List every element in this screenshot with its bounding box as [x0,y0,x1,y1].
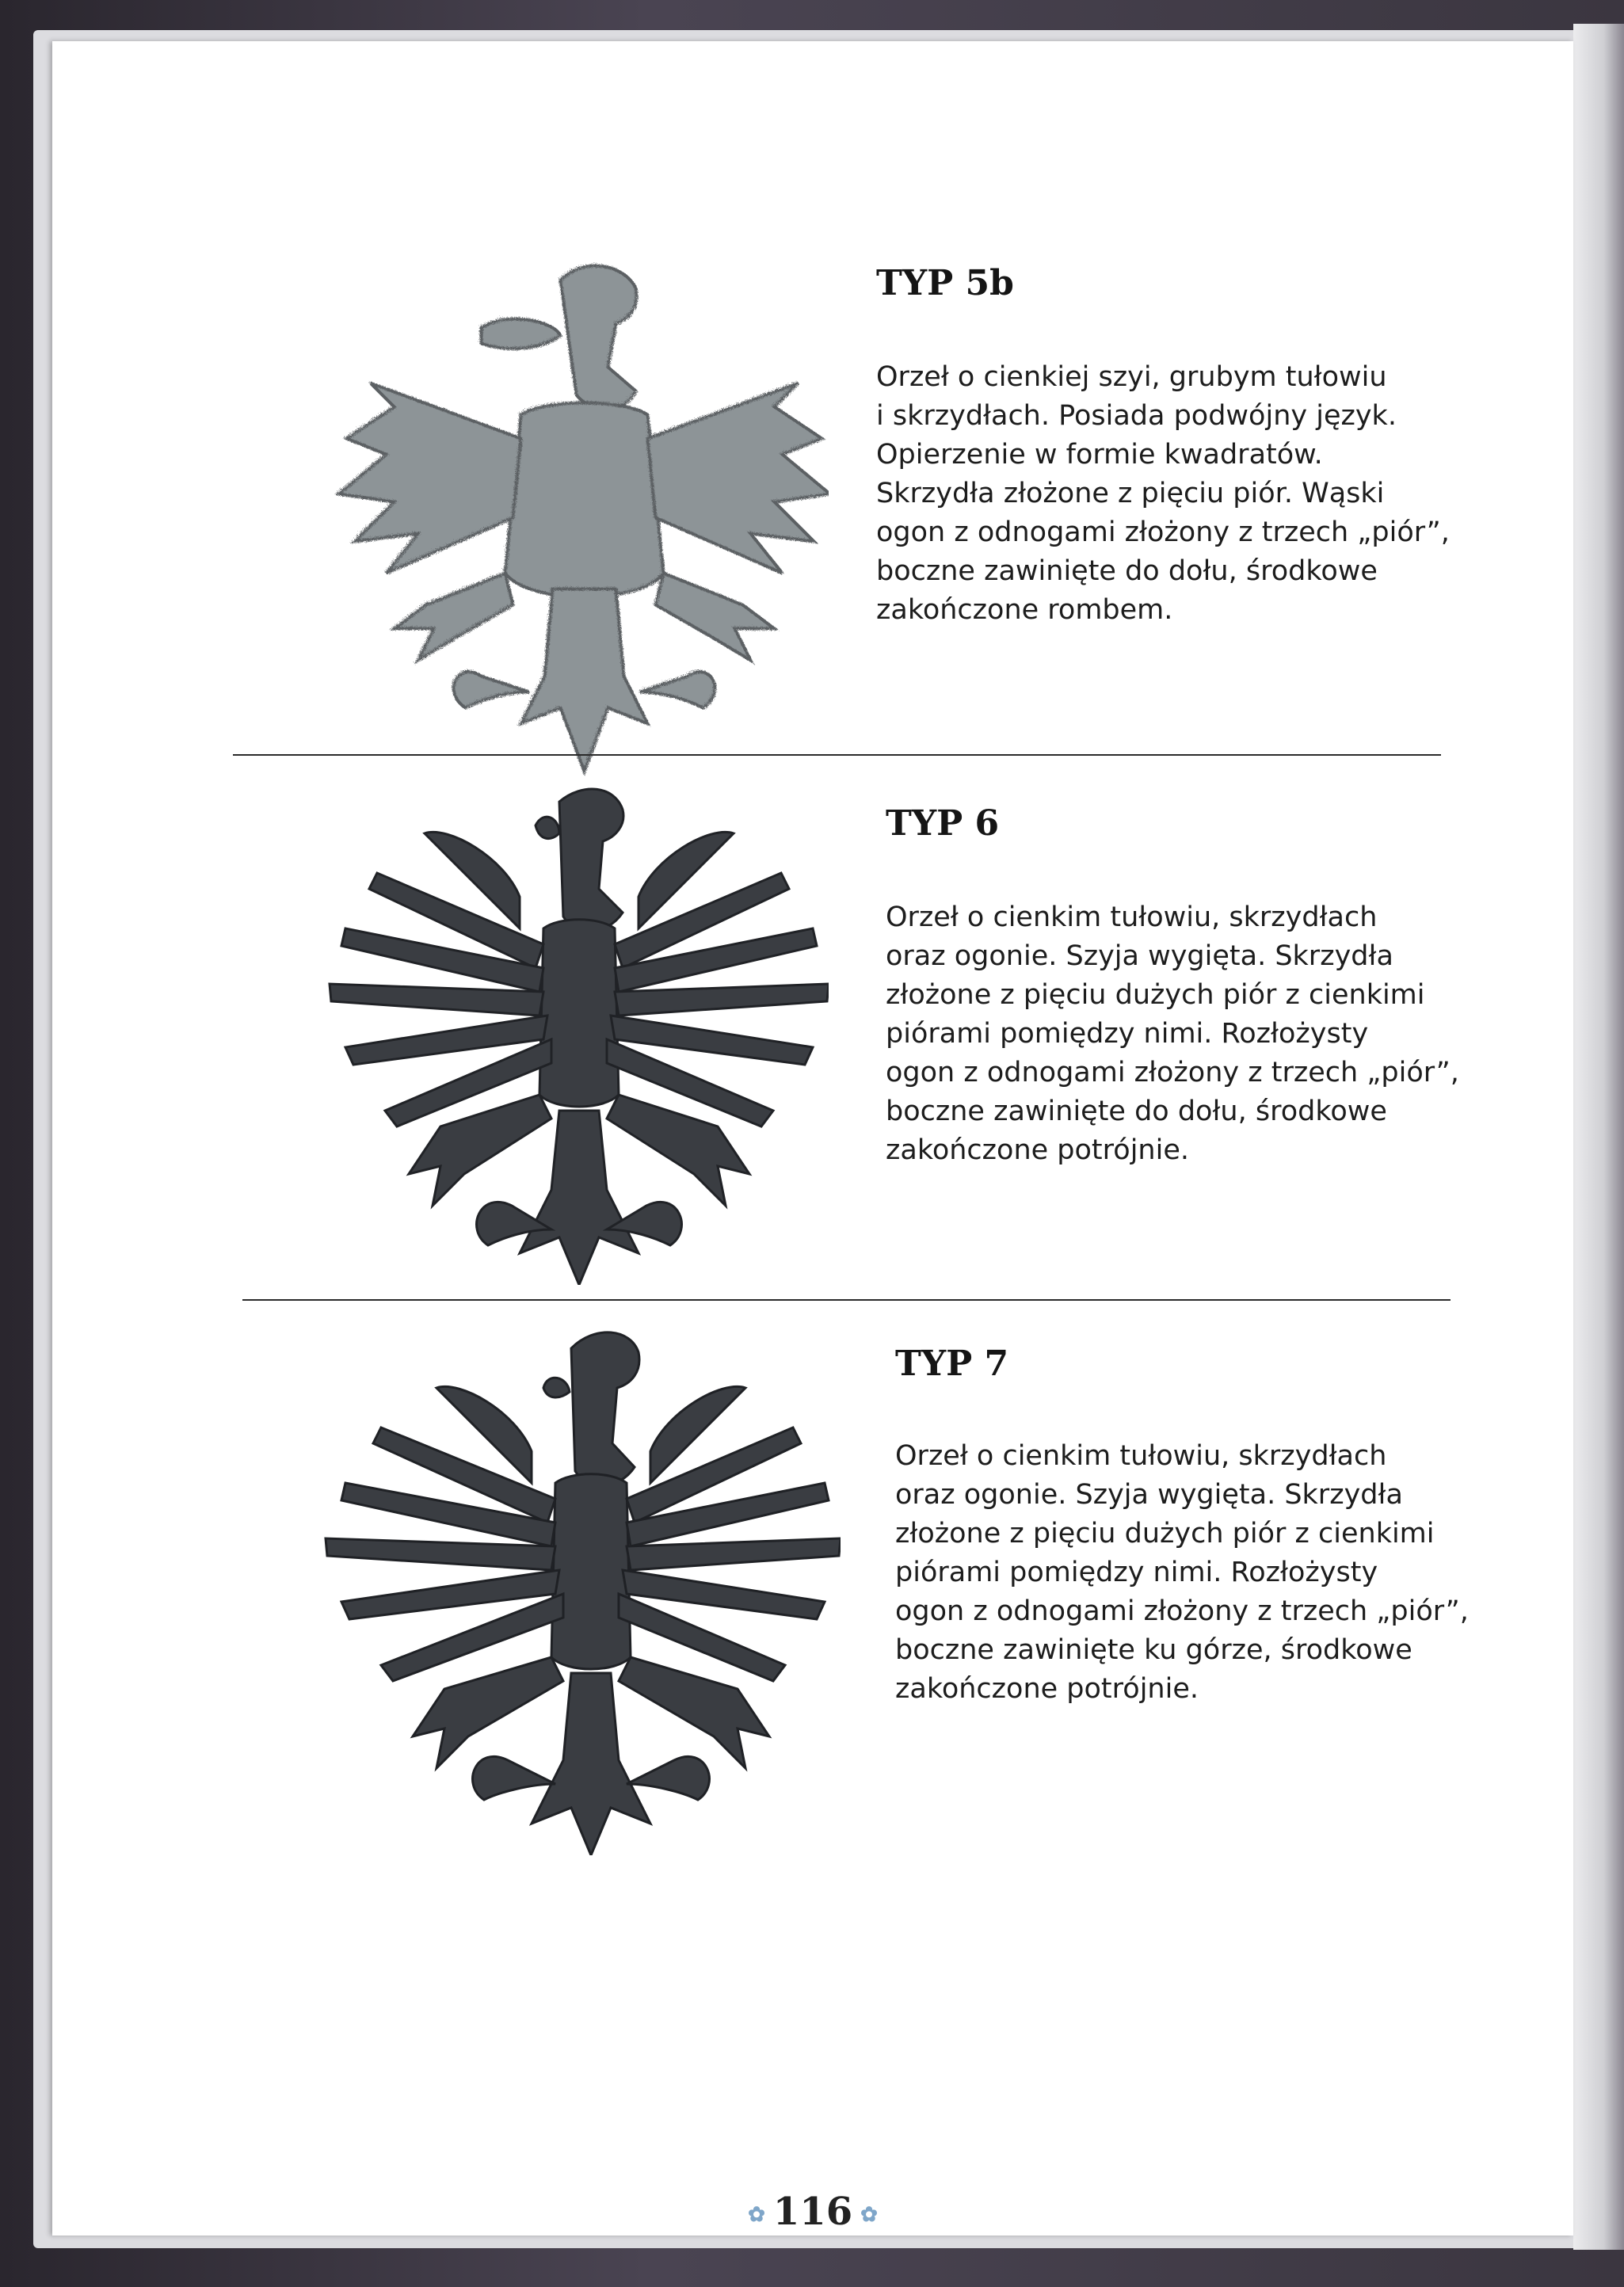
section-description [895,1437,1525,1709]
eagle-image-typ-7 [318,1317,841,1855]
flower-ornament-icon: ✿ [860,2202,878,2227]
description-line: oraz ogonie. Szyja wygięta. Skrzydła [895,1479,1403,1511]
description-line: ogon z odnogami złożony z trzech „piór”, [895,1595,1469,1627]
section-divider [233,754,1441,756]
section-title: TYP 7 [895,1344,1009,1384]
description-line: złożone z pięciu dużych piór z cienkimi [895,1518,1435,1549]
section-divider [242,1299,1451,1301]
description-line: złożone z pięciu dużych piór z cienkimi [886,979,1425,1011]
description-line: ogon z odnogami złożony z trzech „piór”, [876,516,1450,548]
page-edge [1573,24,1624,2250]
description-line: boczne zawinięte do dołu, środkowe [876,555,1378,587]
description-line: piórami pomiędzy nimi. Rozłożysty [886,1018,1369,1050]
section-title: TYP 5b [876,263,1014,303]
eagle-image-typ-6 [322,778,829,1285]
page-number [52,2190,1573,2234]
section-title: TYP 6 [886,803,1000,844]
description-line: piórami pomiędzy nimi. Rozłożysty [895,1557,1378,1588]
description-line: oraz ogonie. Szyja wygięta. Skrzydła [886,940,1393,972]
eagle-image-typ-5b [322,231,829,786]
page-number-value: 116 [772,2190,853,2234]
description-line: zakończone rombem. [876,594,1173,626]
section-description [876,358,1514,630]
description-line: Orzeł o cienkim tułowiu, skrzydłach [886,901,1378,933]
description-line: i skrzydłach. Posiada podwójny język. [876,400,1397,432]
description-line: Skrzydła złożone z pięciu piór. Wąski [876,478,1385,509]
section-description [886,898,1519,1170]
book-page [52,41,1573,2236]
description-line: Orzeł o cienkiej szyi, grubym tułowiu [876,361,1387,393]
description-line: Opierzenie w formie kwadratów. [876,439,1323,471]
description-line: boczne zawinięte do dołu, środkowe [886,1096,1387,1127]
description-line: boczne zawinięte ku górze, środkowe [895,1634,1412,1666]
flower-ornament-icon: ✿ [748,2202,765,2227]
description-line: Orzeł o cienkim tułowiu, skrzydłach [895,1440,1387,1472]
description-line: ogon z odnogami złożony z trzech „piór”, [886,1057,1459,1088]
description-line: zakończone potrójnie. [886,1134,1189,1166]
description-line: zakończone potrójnie. [895,1673,1199,1705]
